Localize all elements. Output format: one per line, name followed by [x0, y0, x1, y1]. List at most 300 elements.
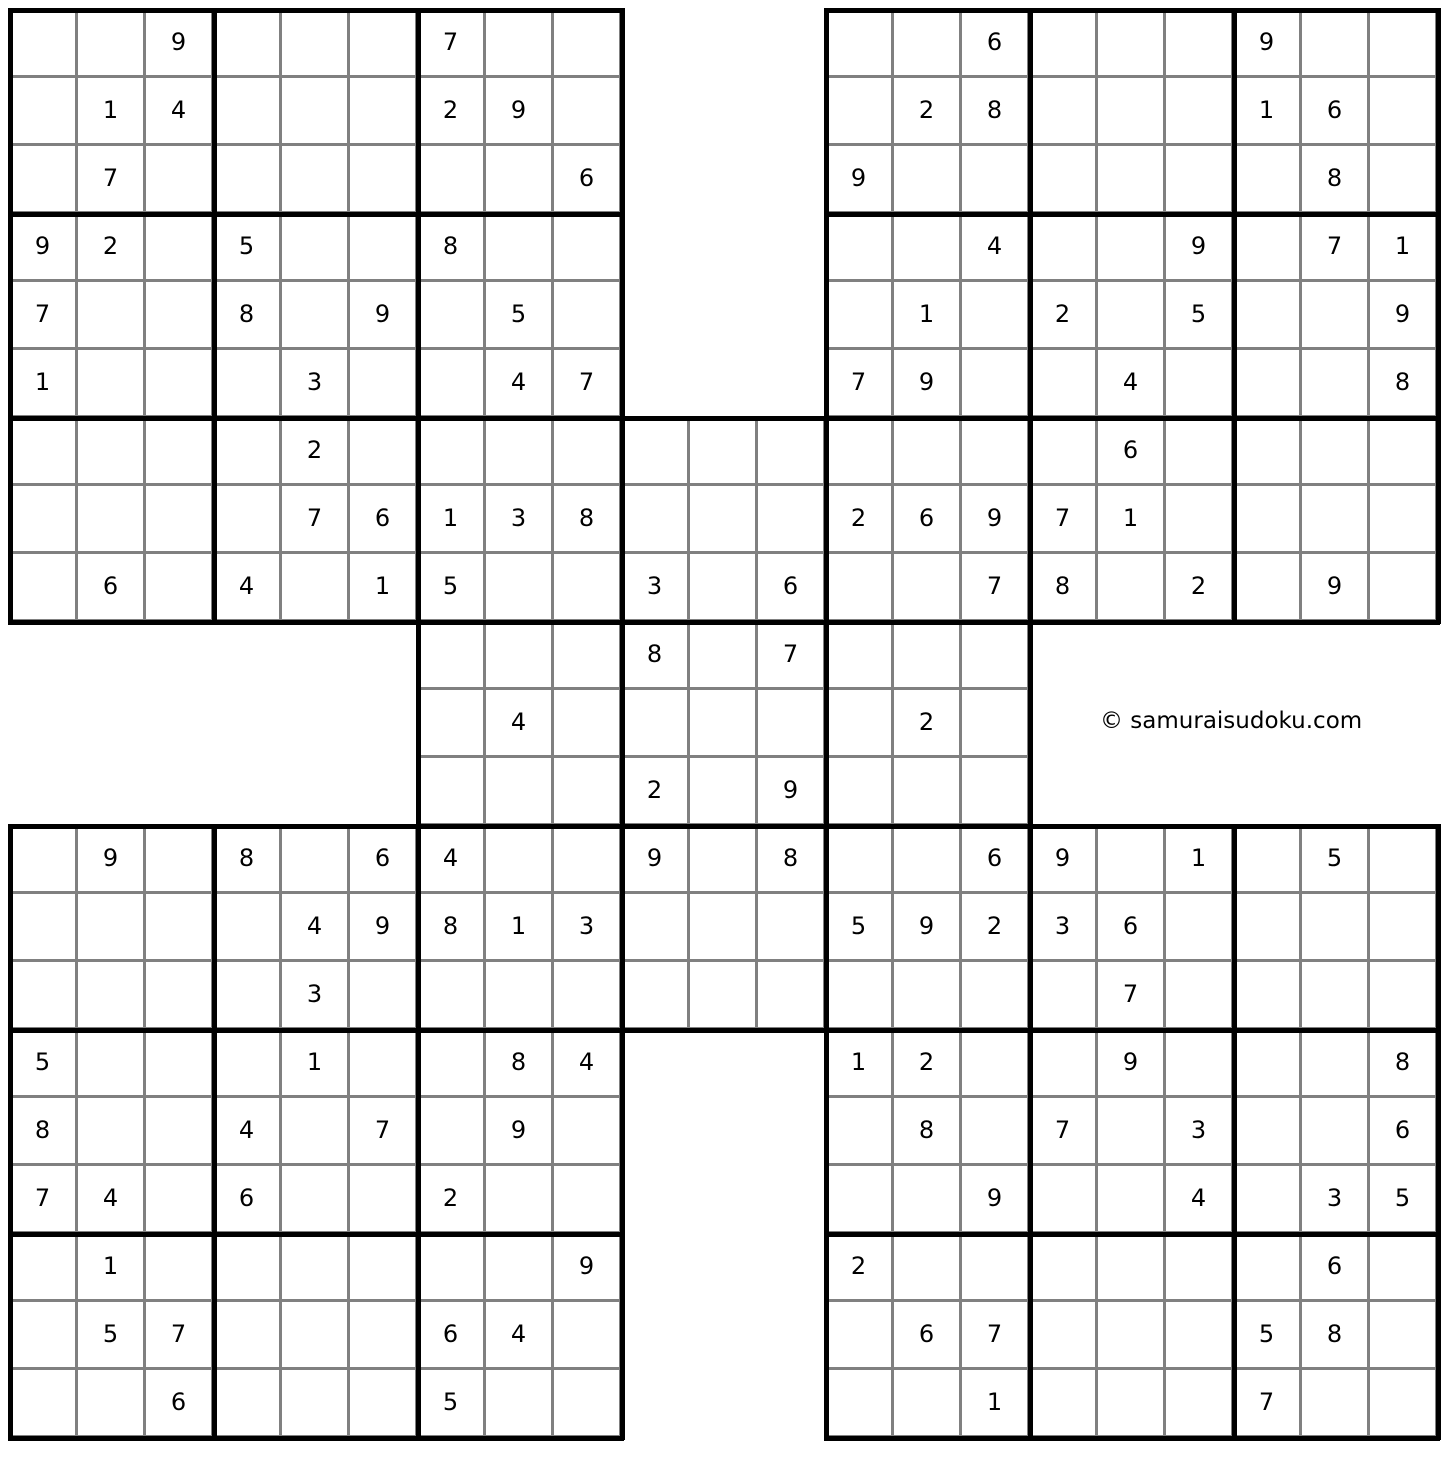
sudoku-cell[interactable] [622, 690, 690, 758]
sudoku-cell[interactable] [1302, 214, 1370, 282]
sudoku-cell[interactable] [690, 962, 758, 1030]
sudoku-cell[interactable] [214, 486, 282, 554]
sudoku-cell[interactable] [350, 826, 418, 894]
sudoku-cell[interactable] [418, 282, 486, 350]
sudoku-cell[interactable] [826, 1030, 894, 1098]
sudoku-cell[interactable] [486, 350, 554, 418]
sudoku-cell[interactable] [554, 826, 622, 894]
sudoku-cell[interactable] [486, 758, 554, 826]
sudoku-cell[interactable] [214, 146, 282, 214]
sudoku-cell[interactable] [1166, 10, 1234, 78]
sudoku-cell[interactable] [146, 826, 214, 894]
sudoku-cell[interactable] [1302, 1030, 1370, 1098]
sudoku-cell[interactable] [554, 78, 622, 146]
sudoku-cell[interactable] [826, 10, 894, 78]
sudoku-cell[interactable] [486, 1302, 554, 1370]
sudoku-cell[interactable] [418, 894, 486, 962]
sudoku-cell[interactable] [1166, 146, 1234, 214]
sudoku-cell[interactable] [282, 78, 350, 146]
sudoku-cell[interactable] [1370, 1030, 1438, 1098]
sudoku-cell[interactable] [894, 622, 962, 690]
sudoku-cell[interactable] [1234, 282, 1302, 350]
sudoku-cell[interactable] [962, 214, 1030, 282]
sudoku-cell[interactable] [214, 554, 282, 622]
sudoku-cell[interactable] [214, 826, 282, 894]
sudoku-cell[interactable] [350, 10, 418, 78]
sudoku-cell[interactable] [418, 1098, 486, 1166]
sudoku-cell[interactable] [554, 690, 622, 758]
sudoku-cell[interactable] [1030, 1166, 1098, 1234]
sudoku-cell[interactable] [962, 758, 1030, 826]
sudoku-cell[interactable] [418, 1302, 486, 1370]
sudoku-cell[interactable] [690, 622, 758, 690]
sudoku-cell[interactable] [894, 826, 962, 894]
sudoku-cell[interactable] [1234, 962, 1302, 1030]
sudoku-cell[interactable] [146, 282, 214, 350]
sudoku-cell[interactable] [962, 282, 1030, 350]
sudoku-cell[interactable] [1166, 418, 1234, 486]
sudoku-cell[interactable] [418, 826, 486, 894]
sudoku-cell[interactable] [1166, 554, 1234, 622]
sudoku-cell[interactable] [1166, 486, 1234, 554]
sudoku-cell[interactable] [10, 826, 78, 894]
sudoku-cell[interactable] [894, 350, 962, 418]
sudoku-cell[interactable] [10, 282, 78, 350]
sudoku-cell[interactable] [10, 1234, 78, 1302]
sudoku-cell[interactable] [486, 486, 554, 554]
sudoku-cell[interactable] [1166, 1166, 1234, 1234]
sudoku-cell[interactable] [146, 1234, 214, 1302]
sudoku-cell[interactable] [1030, 1030, 1098, 1098]
sudoku-cell[interactable] [486, 146, 554, 214]
sudoku-cell[interactable] [146, 1030, 214, 1098]
sudoku-cell[interactable] [554, 1370, 622, 1438]
sudoku-cell[interactable] [10, 1302, 78, 1370]
sudoku-cell[interactable] [486, 1098, 554, 1166]
sudoku-cell[interactable] [554, 1166, 622, 1234]
sudoku-cell[interactable] [214, 78, 282, 146]
sudoku-cell[interactable] [1234, 826, 1302, 894]
sudoku-cell[interactable] [962, 690, 1030, 758]
sudoku-cell[interactable] [78, 1302, 146, 1370]
sudoku-cell[interactable] [962, 1234, 1030, 1302]
sudoku-cell[interactable] [282, 1098, 350, 1166]
sudoku-cell[interactable] [486, 894, 554, 962]
sudoku-cell[interactable] [146, 1302, 214, 1370]
sudoku-cell[interactable] [282, 1370, 350, 1438]
sudoku-cell[interactable] [826, 1098, 894, 1166]
sudoku-cell[interactable] [1302, 1370, 1370, 1438]
sudoku-cell[interactable] [554, 1098, 622, 1166]
sudoku-cell[interactable] [10, 962, 78, 1030]
sudoku-cell[interactable] [282, 10, 350, 78]
sudoku-cell[interactable] [826, 146, 894, 214]
sudoku-cell[interactable] [826, 350, 894, 418]
sudoku-cell[interactable] [78, 350, 146, 418]
sudoku-cell[interactable] [826, 1166, 894, 1234]
sudoku-cell[interactable] [554, 894, 622, 962]
sudoku-cell[interactable] [486, 554, 554, 622]
sudoku-cell[interactable] [350, 418, 418, 486]
sudoku-cell[interactable] [894, 962, 962, 1030]
sudoku-cell[interactable] [1302, 10, 1370, 78]
sudoku-cell[interactable] [622, 962, 690, 1030]
sudoku-cell[interactable] [282, 146, 350, 214]
sudoku-cell[interactable] [418, 622, 486, 690]
sudoku-cell[interactable] [1030, 554, 1098, 622]
sudoku-cell[interactable] [486, 962, 554, 1030]
sudoku-cell[interactable] [690, 486, 758, 554]
sudoku-cell[interactable] [10, 894, 78, 962]
sudoku-cell[interactable] [214, 350, 282, 418]
sudoku-cell[interactable] [1166, 1302, 1234, 1370]
sudoku-cell[interactable] [894, 1166, 962, 1234]
sudoku-cell[interactable] [486, 78, 554, 146]
sudoku-cell[interactable] [10, 486, 78, 554]
sudoku-cell[interactable] [214, 1234, 282, 1302]
sudoku-cell[interactable] [10, 1030, 78, 1098]
sudoku-cell[interactable] [554, 10, 622, 78]
sudoku-cell[interactable] [418, 1166, 486, 1234]
sudoku-cell[interactable] [486, 418, 554, 486]
sudoku-cell[interactable] [1370, 826, 1438, 894]
sudoku-cell[interactable] [282, 418, 350, 486]
sudoku-cell[interactable] [1234, 1098, 1302, 1166]
sudoku-cell[interactable] [1098, 1098, 1166, 1166]
sudoku-cell[interactable] [1234, 1030, 1302, 1098]
sudoku-cell[interactable] [214, 894, 282, 962]
sudoku-cell[interactable] [78, 214, 146, 282]
sudoku-cell[interactable] [554, 962, 622, 1030]
sudoku-cell[interactable] [1166, 962, 1234, 1030]
sudoku-cell[interactable] [962, 1166, 1030, 1234]
sudoku-cell[interactable] [1098, 826, 1166, 894]
sudoku-cell[interactable] [282, 486, 350, 554]
sudoku-cell[interactable] [350, 962, 418, 1030]
sudoku-cell[interactable] [690, 826, 758, 894]
sudoku-cell[interactable] [826, 418, 894, 486]
sudoku-cell[interactable] [894, 1030, 962, 1098]
sudoku-cell[interactable] [1302, 350, 1370, 418]
sudoku-cell[interactable] [350, 1302, 418, 1370]
sudoku-cell[interactable] [1098, 418, 1166, 486]
sudoku-cell[interactable] [1234, 78, 1302, 146]
sudoku-cell[interactable] [1030, 894, 1098, 962]
sudoku-cell[interactable] [962, 554, 1030, 622]
sudoku-cell[interactable] [1166, 1030, 1234, 1098]
sudoku-cell[interactable] [1166, 826, 1234, 894]
sudoku-cell[interactable] [1370, 78, 1438, 146]
sudoku-cell[interactable] [10, 1166, 78, 1234]
sudoku-cell[interactable] [350, 1098, 418, 1166]
sudoku-cell[interactable] [418, 1234, 486, 1302]
sudoku-cell[interactable] [894, 486, 962, 554]
sudoku-cell[interactable] [350, 486, 418, 554]
sudoku-cell[interactable] [10, 214, 78, 282]
sudoku-cell[interactable] [894, 214, 962, 282]
sudoku-cell[interactable] [554, 622, 622, 690]
sudoku-cell[interactable] [962, 622, 1030, 690]
sudoku-cell[interactable] [758, 690, 826, 758]
sudoku-cell[interactable] [146, 962, 214, 1030]
sudoku-cell[interactable] [1370, 146, 1438, 214]
sudoku-cell[interactable] [826, 622, 894, 690]
sudoku-cell[interactable] [622, 418, 690, 486]
sudoku-cell[interactable] [146, 10, 214, 78]
sudoku-cell[interactable] [418, 758, 486, 826]
sudoku-cell[interactable] [1302, 418, 1370, 486]
sudoku-cell[interactable] [962, 418, 1030, 486]
sudoku-cell[interactable] [758, 418, 826, 486]
sudoku-cell[interactable] [758, 622, 826, 690]
sudoku-cell[interactable] [1302, 554, 1370, 622]
sudoku-cell[interactable] [554, 1030, 622, 1098]
sudoku-cell[interactable] [214, 282, 282, 350]
sudoku-cell[interactable] [1302, 1166, 1370, 1234]
sudoku-cell[interactable] [350, 78, 418, 146]
sudoku-cell[interactable] [486, 826, 554, 894]
sudoku-cell[interactable] [146, 146, 214, 214]
sudoku-cell[interactable] [78, 962, 146, 1030]
sudoku-cell[interactable] [214, 10, 282, 78]
sudoku-cell[interactable] [1370, 1098, 1438, 1166]
sudoku-cell[interactable] [1370, 10, 1438, 78]
sudoku-cell[interactable] [690, 758, 758, 826]
sudoku-cell[interactable] [282, 350, 350, 418]
sudoku-cell[interactable] [486, 282, 554, 350]
sudoku-cell[interactable] [554, 1302, 622, 1370]
sudoku-cell[interactable] [1370, 418, 1438, 486]
sudoku-cell[interactable] [146, 350, 214, 418]
sudoku-cell[interactable] [78, 1098, 146, 1166]
sudoku-cell[interactable] [894, 1370, 962, 1438]
sudoku-cell[interactable] [758, 826, 826, 894]
sudoku-cell[interactable] [758, 758, 826, 826]
sudoku-cell[interactable] [1302, 962, 1370, 1030]
sudoku-cell[interactable] [1166, 1098, 1234, 1166]
sudoku-cell[interactable] [10, 554, 78, 622]
sudoku-cell[interactable] [622, 622, 690, 690]
sudoku-cell[interactable] [894, 10, 962, 78]
sudoku-cell[interactable] [962, 1098, 1030, 1166]
sudoku-cell[interactable] [350, 894, 418, 962]
sudoku-cell[interactable] [1166, 282, 1234, 350]
sudoku-cell[interactable] [1098, 486, 1166, 554]
sudoku-cell[interactable] [282, 962, 350, 1030]
sudoku-cell[interactable] [350, 146, 418, 214]
sudoku-cell[interactable] [1302, 146, 1370, 214]
sudoku-cell[interactable] [1166, 214, 1234, 282]
sudoku-cell[interactable] [1098, 78, 1166, 146]
sudoku-cell[interactable] [622, 554, 690, 622]
sudoku-cell[interactable] [146, 554, 214, 622]
sudoku-cell[interactable] [78, 894, 146, 962]
sudoku-cell[interactable] [826, 826, 894, 894]
sudoku-cell[interactable] [826, 690, 894, 758]
sudoku-cell[interactable] [826, 282, 894, 350]
sudoku-cell[interactable] [758, 962, 826, 1030]
sudoku-cell[interactable] [1234, 1302, 1302, 1370]
sudoku-cell[interactable] [554, 554, 622, 622]
sudoku-cell[interactable] [146, 486, 214, 554]
sudoku-cell[interactable] [1234, 350, 1302, 418]
sudoku-cell[interactable] [690, 554, 758, 622]
sudoku-cell[interactable] [1030, 282, 1098, 350]
sudoku-cell[interactable] [826, 78, 894, 146]
sudoku-cell[interactable] [826, 962, 894, 1030]
sudoku-cell[interactable] [894, 146, 962, 214]
sudoku-cell[interactable] [146, 418, 214, 486]
sudoku-cell[interactable] [146, 894, 214, 962]
sudoku-cell[interactable] [1098, 350, 1166, 418]
sudoku-cell[interactable] [214, 214, 282, 282]
sudoku-cell[interactable] [486, 1166, 554, 1234]
sudoku-cell[interactable] [282, 1166, 350, 1234]
sudoku-cell[interactable] [758, 554, 826, 622]
sudoku-cell[interactable] [1030, 418, 1098, 486]
sudoku-cell[interactable] [1370, 214, 1438, 282]
sudoku-cell[interactable] [622, 486, 690, 554]
sudoku-cell[interactable] [826, 1302, 894, 1370]
sudoku-cell[interactable] [282, 554, 350, 622]
sudoku-cell[interactable] [1234, 418, 1302, 486]
sudoku-cell[interactable] [146, 1370, 214, 1438]
sudoku-cell[interactable] [146, 78, 214, 146]
sudoku-cell[interactable] [1234, 894, 1302, 962]
sudoku-cell[interactable] [1302, 486, 1370, 554]
sudoku-cell[interactable] [350, 1030, 418, 1098]
sudoku-cell[interactable] [78, 486, 146, 554]
sudoku-cell[interactable] [554, 146, 622, 214]
sudoku-cell[interactable] [1302, 282, 1370, 350]
sudoku-cell[interactable] [554, 486, 622, 554]
sudoku-cell[interactable] [350, 1370, 418, 1438]
sudoku-cell[interactable] [78, 146, 146, 214]
sudoku-cell[interactable] [350, 1166, 418, 1234]
sudoku-cell[interactable] [350, 282, 418, 350]
sudoku-cell[interactable] [10, 350, 78, 418]
sudoku-cell[interactable] [1166, 78, 1234, 146]
sudoku-cell[interactable] [1030, 1098, 1098, 1166]
sudoku-cell[interactable] [1098, 1370, 1166, 1438]
sudoku-cell[interactable] [418, 10, 486, 78]
sudoku-cell[interactable] [486, 1234, 554, 1302]
sudoku-cell[interactable] [1098, 282, 1166, 350]
sudoku-cell[interactable] [1098, 1030, 1166, 1098]
sudoku-cell[interactable] [1234, 1234, 1302, 1302]
sudoku-cell[interactable] [894, 1098, 962, 1166]
sudoku-cell[interactable] [282, 894, 350, 962]
sudoku-cell[interactable] [146, 214, 214, 282]
sudoku-cell[interactable] [1370, 350, 1438, 418]
sudoku-cell[interactable] [1234, 486, 1302, 554]
sudoku-cell[interactable] [758, 486, 826, 554]
sudoku-cell[interactable] [486, 1030, 554, 1098]
sudoku-cell[interactable] [1098, 894, 1166, 962]
sudoku-cell[interactable] [282, 1030, 350, 1098]
sudoku-cell[interactable] [78, 1370, 146, 1438]
sudoku-cell[interactable] [1302, 1302, 1370, 1370]
sudoku-cell[interactable] [1098, 1234, 1166, 1302]
sudoku-cell[interactable] [962, 894, 1030, 962]
sudoku-cell[interactable] [214, 1370, 282, 1438]
sudoku-cell[interactable] [486, 10, 554, 78]
sudoku-cell[interactable] [1166, 1234, 1234, 1302]
sudoku-cell[interactable] [282, 826, 350, 894]
sudoku-cell[interactable] [78, 10, 146, 78]
sudoku-cell[interactable] [962, 146, 1030, 214]
sudoku-cell[interactable] [826, 486, 894, 554]
sudoku-cell[interactable] [1098, 1302, 1166, 1370]
sudoku-cell[interactable] [894, 554, 962, 622]
sudoku-cell[interactable] [1370, 1370, 1438, 1438]
sudoku-cell[interactable] [1098, 1166, 1166, 1234]
sudoku-cell[interactable] [1234, 10, 1302, 78]
sudoku-cell[interactable] [486, 1370, 554, 1438]
sudoku-cell[interactable] [554, 350, 622, 418]
sudoku-cell[interactable] [1234, 1370, 1302, 1438]
sudoku-cell[interactable] [1098, 10, 1166, 78]
sudoku-cell[interactable] [1234, 1166, 1302, 1234]
sudoku-cell[interactable] [690, 690, 758, 758]
sudoku-cell[interactable] [1370, 282, 1438, 350]
sudoku-cell[interactable] [1302, 1234, 1370, 1302]
sudoku-cell[interactable] [1234, 554, 1302, 622]
sudoku-cell[interactable] [1166, 350, 1234, 418]
sudoku-cell[interactable] [146, 1166, 214, 1234]
sudoku-cell[interactable] [78, 1166, 146, 1234]
sudoku-cell[interactable] [10, 146, 78, 214]
sudoku-cell[interactable] [418, 418, 486, 486]
sudoku-cell[interactable] [1098, 962, 1166, 1030]
sudoku-cell[interactable] [418, 962, 486, 1030]
sudoku-cell[interactable] [894, 282, 962, 350]
sudoku-cell[interactable] [418, 214, 486, 282]
sudoku-cell[interactable] [1030, 1370, 1098, 1438]
sudoku-cell[interactable] [622, 758, 690, 826]
sudoku-cell[interactable] [894, 1234, 962, 1302]
sudoku-cell[interactable] [214, 418, 282, 486]
sudoku-cell[interactable] [1098, 214, 1166, 282]
sudoku-cell[interactable] [146, 1098, 214, 1166]
sudoku-cell[interactable] [282, 282, 350, 350]
sudoku-cell[interactable] [894, 418, 962, 486]
sudoku-cell[interactable] [10, 10, 78, 78]
sudoku-cell[interactable] [1030, 146, 1098, 214]
sudoku-cell[interactable] [1234, 146, 1302, 214]
sudoku-cell[interactable] [962, 1370, 1030, 1438]
sudoku-cell[interactable] [418, 1370, 486, 1438]
sudoku-cell[interactable] [962, 486, 1030, 554]
sudoku-cell[interactable] [1030, 962, 1098, 1030]
sudoku-cell[interactable] [10, 78, 78, 146]
sudoku-cell[interactable] [894, 894, 962, 962]
sudoku-cell[interactable] [962, 962, 1030, 1030]
sudoku-cell[interactable] [350, 214, 418, 282]
sudoku-cell[interactable] [690, 894, 758, 962]
sudoku-cell[interactable] [486, 622, 554, 690]
sudoku-cell[interactable] [826, 758, 894, 826]
sudoku-cell[interactable] [894, 1302, 962, 1370]
sudoku-cell[interactable] [1370, 486, 1438, 554]
sudoku-cell[interactable] [1302, 78, 1370, 146]
sudoku-cell[interactable] [622, 826, 690, 894]
sudoku-cell[interactable] [418, 350, 486, 418]
sudoku-cell[interactable] [1302, 1098, 1370, 1166]
sudoku-cell[interactable] [418, 554, 486, 622]
sudoku-cell[interactable] [1370, 1302, 1438, 1370]
sudoku-cell[interactable] [1030, 826, 1098, 894]
